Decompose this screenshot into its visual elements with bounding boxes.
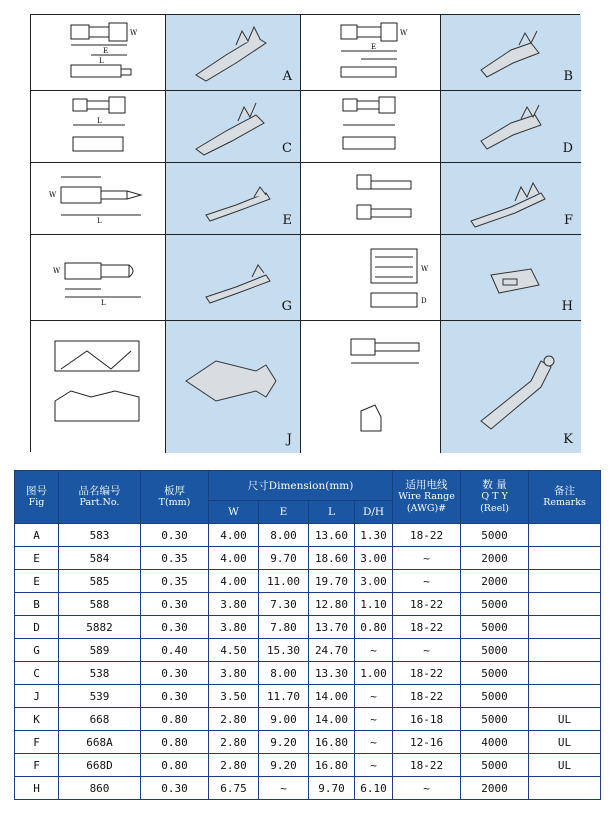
- drawing-d: [301, 91, 441, 163]
- cell-e: 11.70: [259, 685, 309, 708]
- table-row: [15, 731, 601, 754]
- cell-t: 0.30: [141, 524, 209, 547]
- cell-t: 0.80: [141, 754, 209, 777]
- photo-k: [441, 321, 581, 453]
- cell-dh: ~: [355, 685, 393, 708]
- photo-g: [166, 235, 301, 321]
- cell-e: 7.30: [259, 593, 309, 616]
- cell-l: 13.30: [309, 662, 355, 685]
- cell-l: 14.00: [309, 708, 355, 731]
- cell-l: 18.60: [309, 547, 355, 570]
- header-thickness: 板厚 T(mm): [141, 471, 209, 524]
- figure-label-e: E: [282, 213, 292, 228]
- cell-fig: H: [15, 777, 59, 800]
- cell-l: 16.80: [309, 731, 355, 754]
- cell-fig: K: [15, 708, 59, 731]
- cell-qty: 5000: [461, 593, 529, 616]
- cell-w: 4.00: [209, 524, 259, 547]
- cell-w: 3.50: [209, 685, 259, 708]
- table-row: [15, 708, 601, 731]
- cell-rem: [529, 685, 601, 708]
- terminal-photo-f: [441, 163, 581, 235]
- cell-wire: 18-22: [393, 662, 461, 685]
- cell-e: 9.20: [259, 731, 309, 754]
- technical-drawing-b: [301, 15, 441, 91]
- photo-b: [441, 15, 581, 91]
- header-e: E: [259, 501, 309, 524]
- cell-wire: 12-16: [393, 731, 461, 754]
- table-row: [15, 685, 601, 708]
- cell-dh: 1.00: [355, 662, 393, 685]
- cell-t: 0.30: [141, 777, 209, 800]
- drawing-c: [31, 91, 166, 163]
- cell-part: 585: [59, 570, 141, 593]
- terminal-photo-e: [166, 163, 301, 235]
- terminal-photo-a: [166, 15, 301, 91]
- cell-w: 2.80: [209, 754, 259, 777]
- cell-qty: 2000: [461, 570, 529, 593]
- cell-rem: [529, 547, 601, 570]
- figure-label-j: J: [286, 432, 292, 447]
- photo-f: [441, 163, 581, 235]
- cell-qty: 5000: [461, 708, 529, 731]
- cell-part: 668A: [59, 731, 141, 754]
- drawing-j: [31, 321, 166, 453]
- table-row: [15, 524, 601, 547]
- cell-l: 24.70: [309, 639, 355, 662]
- table-row: [15, 754, 601, 777]
- dim-letter-w-g: W: [53, 267, 61, 275]
- cell-l: 14.00: [309, 685, 355, 708]
- photo-e: [166, 163, 301, 235]
- cell-e: 7.80: [259, 616, 309, 639]
- technical-drawing-c: [31, 91, 166, 163]
- cell-fig: B: [15, 593, 59, 616]
- cell-dh: ~: [355, 639, 393, 662]
- technical-drawing-h: [301, 235, 441, 321]
- cell-dh: 3.00: [355, 547, 393, 570]
- dim-letter-l: L: [99, 57, 104, 65]
- cell-e: 11.00: [259, 570, 309, 593]
- terminal-photo-b: [441, 15, 581, 91]
- cell-part: 539: [59, 685, 141, 708]
- table-row: [15, 547, 601, 570]
- drawing-a: [31, 15, 166, 91]
- photo-d: [441, 91, 581, 163]
- cell-e: 8.00: [259, 662, 309, 685]
- figure-label-b: B: [563, 69, 573, 84]
- cell-part: 588: [59, 593, 141, 616]
- cell-qty: 5000: [461, 685, 529, 708]
- drawing-b: [301, 15, 441, 91]
- cell-w: 3.80: [209, 593, 259, 616]
- figure-label-f: F: [563, 213, 573, 228]
- header-l: L: [309, 501, 355, 524]
- cell-rem: [529, 593, 601, 616]
- cell-l: 12.80: [309, 593, 355, 616]
- table-row: [15, 662, 601, 685]
- table-row: [15, 639, 601, 662]
- cell-t: 0.80: [141, 708, 209, 731]
- table-row: [15, 570, 601, 593]
- cell-part: 668D: [59, 754, 141, 777]
- cell-part: 5882: [59, 616, 141, 639]
- terminal-photo-h: [441, 235, 581, 321]
- cell-dh: 6.10: [355, 777, 393, 800]
- cell-dh: 1.10: [355, 593, 393, 616]
- cell-t: 0.30: [141, 616, 209, 639]
- drawing-f: [301, 163, 441, 235]
- cell-t: 0.30: [141, 685, 209, 708]
- cell-wire: ~: [393, 639, 461, 662]
- terminal-photo-c: [166, 91, 301, 163]
- cell-rem: UL: [529, 708, 601, 731]
- cell-w: 2.80: [209, 708, 259, 731]
- dim-letter-w-b: W: [400, 29, 408, 37]
- cell-dh: 3.00: [355, 570, 393, 593]
- dim-letter-l-e: L: [97, 217, 102, 225]
- figure-label-a: A: [282, 69, 292, 84]
- table-row: [15, 777, 601, 800]
- dim-letter-e: E: [103, 47, 109, 55]
- dim-letter-l-g: L: [101, 299, 106, 307]
- cell-part: 860: [59, 777, 141, 800]
- cell-wire: 18-22: [393, 593, 461, 616]
- cell-w: 4.50: [209, 639, 259, 662]
- figure-label-d: D: [562, 141, 573, 156]
- cell-e: 15.30: [259, 639, 309, 662]
- figure-label-g: G: [281, 299, 292, 314]
- drawing-e: [31, 163, 166, 235]
- cell-e: 9.70: [259, 547, 309, 570]
- cell-t: 0.30: [141, 593, 209, 616]
- drawing-g: [31, 235, 166, 321]
- cell-rem: [529, 570, 601, 593]
- cell-l: 16.80: [309, 754, 355, 777]
- photo-c: [166, 91, 301, 163]
- cell-qty: 5000: [461, 616, 529, 639]
- table-row: [15, 593, 601, 616]
- cell-rem: [529, 616, 601, 639]
- cell-t: 0.30: [141, 662, 209, 685]
- cell-rem: [529, 524, 601, 547]
- cell-qty: 4000: [461, 731, 529, 754]
- dim-letter-l-c: L: [97, 117, 102, 125]
- cell-e: 9.00: [259, 708, 309, 731]
- cell-wire: 18-22: [393, 685, 461, 708]
- cell-wire: ~: [393, 547, 461, 570]
- figure-label-h: H: [561, 299, 573, 314]
- terminal-photo-j: [166, 321, 301, 453]
- drawing-k: [301, 321, 441, 453]
- cell-dh: ~: [355, 754, 393, 777]
- cell-e: ~: [259, 777, 309, 800]
- cell-w: 3.80: [209, 662, 259, 685]
- photo-h: [441, 235, 581, 321]
- cell-w: 4.00: [209, 570, 259, 593]
- technical-drawing-g: [31, 235, 166, 321]
- cell-part: 589: [59, 639, 141, 662]
- cell-qty: 5000: [461, 639, 529, 662]
- cell-wire: ~: [393, 570, 461, 593]
- header-w: W: [209, 501, 259, 524]
- header-qty: 数 量 Q T Y (Reel): [461, 471, 529, 524]
- drawing-h: [301, 235, 441, 321]
- cell-l: 19.70: [309, 570, 355, 593]
- cell-l: 13.70: [309, 616, 355, 639]
- cell-wire: 16-18: [393, 708, 461, 731]
- cell-fig: G: [15, 639, 59, 662]
- figure-label-c: C: [282, 141, 292, 156]
- cell-fig: E: [15, 570, 59, 593]
- terminal-photo-k: [441, 321, 581, 453]
- cell-e: 8.00: [259, 524, 309, 547]
- cell-qty: 5000: [461, 662, 529, 685]
- dim-letter-d-h: D: [421, 297, 427, 305]
- terminal-photo-d: [441, 91, 581, 163]
- header-remarks: 备注 Remarks: [529, 471, 601, 524]
- cell-w: 6.75: [209, 777, 259, 800]
- cell-dh: 0.80: [355, 616, 393, 639]
- cell-qty: 5000: [461, 754, 529, 777]
- cell-w: 2.80: [209, 731, 259, 754]
- cell-rem: [529, 662, 601, 685]
- cell-wire: 18-22: [393, 754, 461, 777]
- cell-fig: F: [15, 754, 59, 777]
- cell-fig: A: [15, 524, 59, 547]
- cell-t: 0.80: [141, 731, 209, 754]
- dim-letter-w-h: W: [421, 265, 429, 273]
- photo-j: [166, 321, 301, 453]
- cell-qty: 2000: [461, 777, 529, 800]
- cell-l: 9.70: [309, 777, 355, 800]
- cell-w: 4.00: [209, 547, 259, 570]
- cell-wire: ~: [393, 777, 461, 800]
- cell-wire: 18-22: [393, 524, 461, 547]
- cell-rem: [529, 639, 601, 662]
- cell-part: 668: [59, 708, 141, 731]
- dim-letter-e-b: E: [371, 43, 377, 51]
- cell-fig: D: [15, 616, 59, 639]
- header-wire-range: 适用电线 Wire Range (AWG)#: [393, 471, 461, 524]
- cell-dh: 1.30: [355, 524, 393, 547]
- cell-part: 584: [59, 547, 141, 570]
- table-body: [15, 524, 601, 800]
- cell-fig: E: [15, 547, 59, 570]
- cell-w: 3.80: [209, 616, 259, 639]
- photo-a: [166, 15, 301, 91]
- cell-dh: ~: [355, 708, 393, 731]
- cell-fig: J: [15, 685, 59, 708]
- cell-rem: UL: [529, 731, 601, 754]
- dim-letter-w: W: [130, 29, 138, 37]
- dim-letter-w-e: W: [49, 191, 57, 199]
- cell-rem: UL: [529, 754, 601, 777]
- cell-part: 583: [59, 524, 141, 547]
- technical-drawing-d: [301, 91, 441, 163]
- cell-fig: F: [15, 731, 59, 754]
- technical-drawing-e: [31, 163, 166, 235]
- cell-t: 0.35: [141, 570, 209, 593]
- cell-rem: [529, 777, 601, 800]
- header-dh: D/H: [355, 501, 393, 524]
- cell-wire: 18-22: [393, 616, 461, 639]
- technical-drawing-a: [31, 15, 166, 91]
- specification-table: [14, 470, 601, 800]
- cell-e: 9.20: [259, 754, 309, 777]
- header-part: 品名编号 Part.No.: [59, 471, 141, 524]
- cell-fig: C: [15, 662, 59, 685]
- table-row: [15, 616, 601, 639]
- header-dimension: 尺寸Dimension(mm): [209, 471, 393, 501]
- technical-drawing-j: [31, 321, 166, 453]
- technical-drawing-f: [301, 163, 441, 235]
- cell-t: 0.35: [141, 547, 209, 570]
- cell-dh: ~: [355, 731, 393, 754]
- cell-part: 538: [59, 662, 141, 685]
- header-fig: 图号 Fig: [15, 471, 59, 524]
- cell-l: 13.60: [309, 524, 355, 547]
- figure-grid: [30, 14, 580, 452]
- cell-t: 0.40: [141, 639, 209, 662]
- cell-qty: 2000: [461, 547, 529, 570]
- figure-label-k: K: [563, 432, 573, 447]
- cell-qty: 5000: [461, 524, 529, 547]
- technical-drawing-k: [301, 321, 441, 453]
